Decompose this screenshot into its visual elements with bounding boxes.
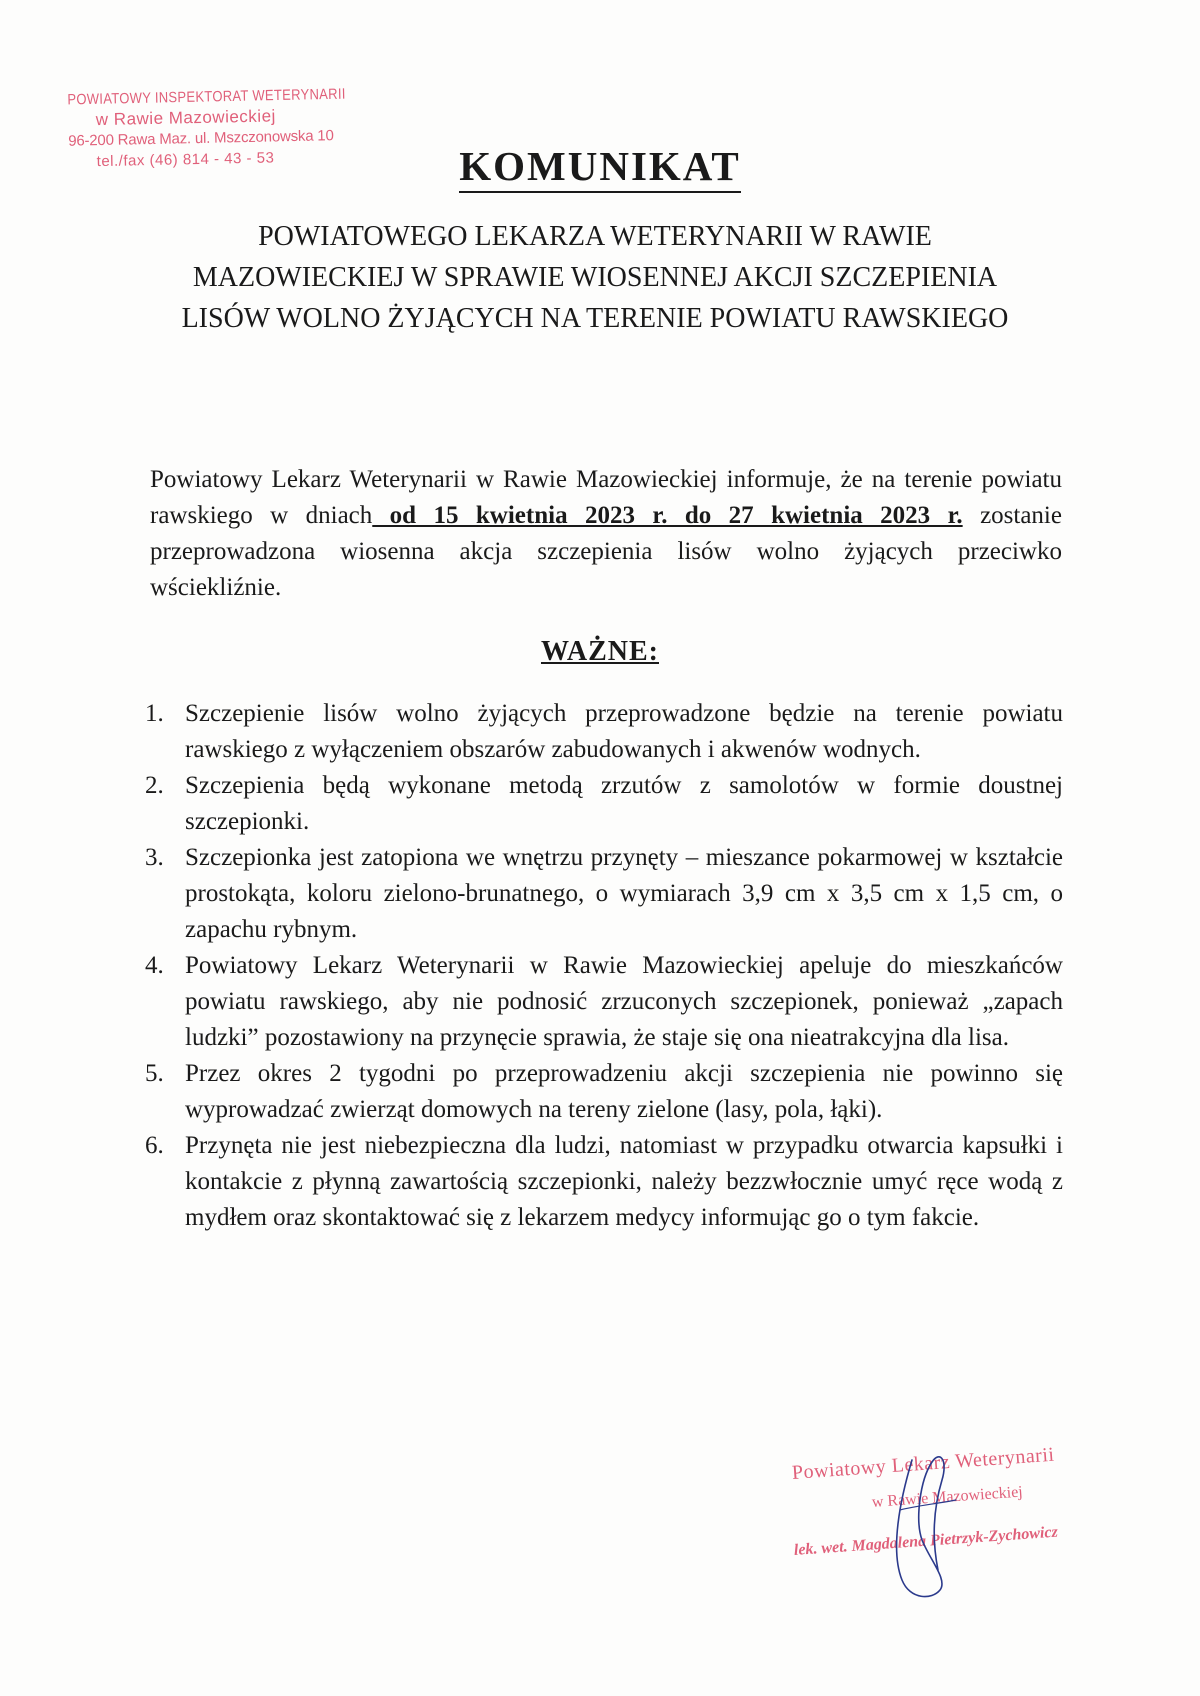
list-item — [145, 1128, 1063, 1236]
list-item-text: Szczepionka jest zatopiona we wnętrzu przynęty – mieszance pokarmowej w kształcie prostokąta, koloru zielono-brunatnego, o wymiarach 3,9 cm x 3,5 cm x 1,5 cm, o zapachu rybnym. — [185, 844, 1063, 943]
intro-text-after: zostanie przeprowadzona wiosenna akcja szczepienia lisów wolno żyjących przeciwko wściekliźnie. — [150, 502, 1062, 601]
document-subtitle: POWIATOWEGO LEKARZA WETERYNARII W RAWIE MAZOWIECKIEJ W SPRAWIE WIOSENNEJ AKCJI SZCZEPIENIA LISÓW WOLNO ŻYJĄCYCH NA TERENIE POWIATU RAWSKIEGO — [181, 221, 1009, 334]
list-item-number: 5. — [145, 1060, 164, 1087]
important-heading-text: WAŻNE: — [540, 636, 659, 667]
list-item — [145, 948, 1063, 1056]
list-item-text: Szczepienia będą wykonane metodą zrzutów z samolotów w formie doustnej szczepionki. — [185, 772, 1063, 835]
signature-name: lek. wet. Magdalena Pietrzyk-Zychowicz — [793, 1523, 1059, 1559]
document-title-text: KOMUNIKAT — [459, 143, 740, 193]
stamp-line-office: POWIATOWY INSPEKTORAT WETERYNARII — [67, 84, 346, 108]
list-item-number: 3. — [145, 844, 164, 871]
stamp-line-city: w Rawie Mazowieckiej — [95, 106, 277, 130]
list-item — [145, 1056, 1063, 1128]
intro-paragraph — [150, 462, 1062, 606]
intro-text-before: Powiatowy Lekarz Weterynarii w Rawie Mazowieckiej informuje, że na terenie powiatu rawskiego w dniach — [150, 466, 1062, 529]
stamp-line-phone: tel./fax (46) 814 - 43 - 53 — [96, 149, 275, 171]
document-title — [0, 142, 1200, 190]
list-item-number: 6. — [145, 1132, 164, 1159]
handwritten-signature-icon — [860, 1440, 980, 1610]
intro-dates: od 15 kwietnia 2023 r. do 27 kwietnia 2023 r. — [372, 502, 963, 529]
list-item-number: 4. — [145, 952, 164, 979]
important-heading — [0, 636, 1200, 668]
list-item — [145, 840, 1063, 948]
signature-block — [790, 1440, 1090, 1610]
list-item-text: Szczepienie lisów wolno żyjących przeprowadzone będzie na terenie powiatu rawskiego z wyłączeniem obszarów zabudowanych i akwenów wodnych. — [185, 700, 1063, 763]
list-item-number: 1. — [145, 700, 164, 727]
list-item-text: Przez okres 2 tygodni po przeprowadzeniu akcji szczepienia nie powinno się wyprowadzać zwierząt domowych na tereny zielone (lasy, pola, łąki). — [185, 1060, 1063, 1123]
list-item-text: Powiatowy Lekarz Weterynarii w Rawie Mazowieckiej apeluje do mieszkańców powiatu rawskiego, aby nie podnosić zrzuconych szczepionek, ponieważ „zapach ludzki” pozostawiony na przynęcie sprawia, że staje się ona nieatrakcyjna dla lisa. — [185, 952, 1063, 1051]
signature-office: w Rawie Mazowieckiej — [871, 1483, 1024, 1511]
list-item — [145, 696, 1063, 768]
list-item — [145, 768, 1063, 840]
stamp-line-address: 96-200 Rawa Maz. ul. Mszczonowska 10 — [68, 127, 334, 150]
important-list — [145, 696, 1063, 1236]
signature-title: Powiatowy Lekarz Weterynarii — [791, 1443, 1056, 1484]
list-item-number: 2. — [145, 772, 164, 799]
list-item-text: Przynęta nie jest niebezpieczna dla ludzi, natomiast w przypadku otwarcia kapsułki i kontakcie z płynną zawartością szczepionki, należy bezzwłocznie umyć ręce wodą z mydłem oraz skontaktować się z lekarzem medycy informując go o tym fakcie. — [185, 1132, 1063, 1231]
